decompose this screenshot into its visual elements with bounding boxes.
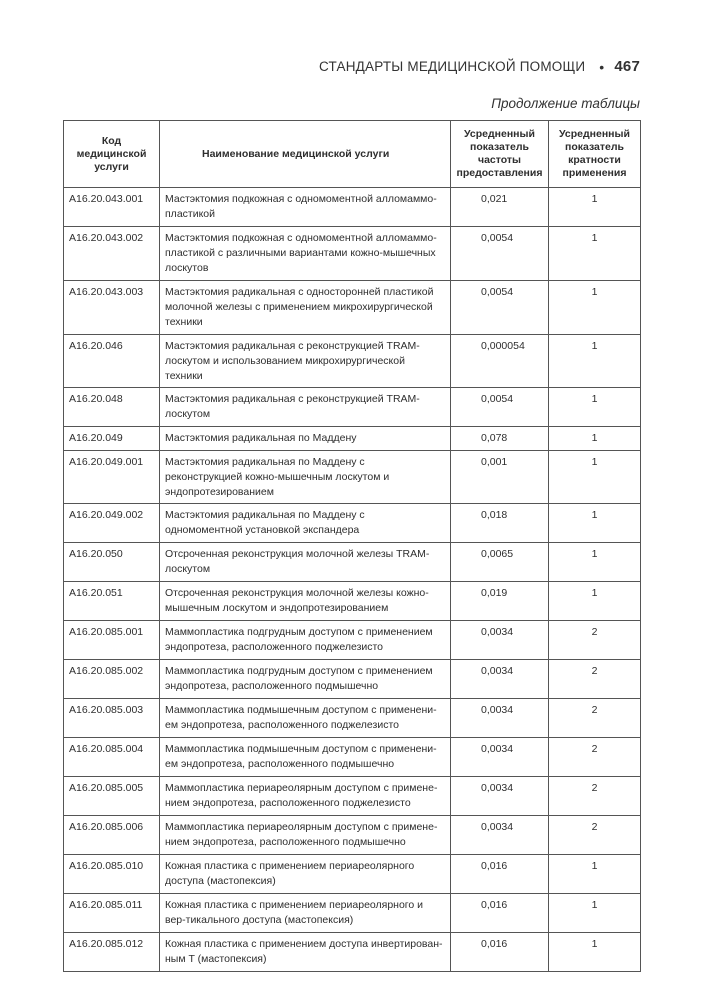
- multiplicity-cell: 1: [549, 582, 641, 621]
- table-row: [64, 582, 641, 621]
- service-name-cell: Отсроченная реконструкция молочной железы кожно-мышечным лоскутом и эндопротезированием: [160, 582, 451, 621]
- service-code-cell: A16.20.050: [64, 543, 160, 582]
- service-code-cell: A16.20.051: [64, 582, 160, 621]
- table-row: [64, 933, 641, 972]
- frequency-cell: 0,0034: [451, 816, 549, 855]
- frequency-cell: 0,001: [451, 451, 549, 504]
- frequency-cell: 0,019: [451, 582, 549, 621]
- frequency-cell: 0,0034: [451, 660, 549, 699]
- service-name-cell: Кожная пластика с применением доступа инвертирован-ным T (мастопексия): [160, 933, 451, 972]
- table-row: [64, 816, 641, 855]
- service-code-cell: A16.20.043.003: [64, 281, 160, 335]
- frequency-cell: 0,000054: [451, 335, 549, 388]
- service-name-cell: Мастэктомия радикальная по Маддену с одномоментной установкой экспандера: [160, 504, 451, 543]
- service-code-cell: A16.20.085.010: [64, 855, 160, 894]
- service-name-cell: Маммопластика подмышечным доступом с применени-ем эндопротеза, расположенного поджелезисто: [160, 699, 451, 738]
- table-row: [64, 621, 641, 660]
- table-header-row: [64, 121, 641, 188]
- table-row: [64, 427, 641, 451]
- service-code-cell: A16.20.049.001: [64, 451, 160, 504]
- frequency-cell: 0,0054: [451, 227, 549, 281]
- frequency-cell: 0,0034: [451, 777, 549, 816]
- service-code-cell: A16.20.085.006: [64, 816, 160, 855]
- service-name-cell: Маммопластика периареолярным доступом с примене-нием эндопротеза, расположенного поджелезисто: [160, 777, 451, 816]
- multiplicity-cell: 1: [549, 281, 641, 335]
- service-code-cell: A16.20.085.004: [64, 738, 160, 777]
- table-row: [64, 451, 641, 504]
- service-name-cell: Мастэктомия радикальная с реконструкцией TRAM-лоскутом и использованием микрохирургической техники: [160, 335, 451, 388]
- table-row: [64, 777, 641, 816]
- multiplicity-cell: 2: [549, 816, 641, 855]
- services-table: [63, 120, 641, 972]
- multiplicity-cell: 2: [549, 699, 641, 738]
- table-row: [64, 188, 641, 227]
- service-name-cell: Маммопластика подгрудным доступом с применением эндопротеза, расположенного подмышечно: [160, 660, 451, 699]
- service-name-cell: Маммопластика периареолярным доступом с примене-нием эндопротеза, расположенного подмышечно: [160, 816, 451, 855]
- service-code-cell: A16.20.049: [64, 427, 160, 451]
- multiplicity-cell: 1: [549, 894, 641, 933]
- multiplicity-cell: 1: [549, 227, 641, 281]
- table-row: [64, 388, 641, 427]
- service-code-cell: A16.20.085.012: [64, 933, 160, 972]
- multiplicity-cell: 1: [549, 388, 641, 427]
- service-name-cell: Кожная пластика с применением периареолярного доступа (мастопексия): [160, 855, 451, 894]
- multiplicity-cell: 2: [549, 777, 641, 816]
- running-title: СТАНДАРТЫ МЕДИЦИНСКОЙ ПОМОЩИ: [319, 59, 586, 74]
- running-header: [319, 58, 640, 75]
- service-code-cell: A16.20.085.011: [64, 894, 160, 933]
- frequency-cell: 0,016: [451, 894, 549, 933]
- service-name-cell: Маммопластика подмышечным доступом с применени-ем эндопротеза, расположенного подмышечно: [160, 738, 451, 777]
- table-row: [64, 335, 641, 388]
- multiplicity-cell: 1: [549, 427, 641, 451]
- service-name-cell: Мастэктомия подкожная с одномоментной алломаммо-пластикой: [160, 188, 451, 227]
- frequency-cell: 0,0065: [451, 543, 549, 582]
- service-code-cell: A16.20.046: [64, 335, 160, 388]
- page-number: 467: [614, 58, 640, 75]
- service-code-cell: A16.20.085.005: [64, 777, 160, 816]
- table-row: [64, 543, 641, 582]
- column-header-code: Код медицинской услуги: [64, 121, 160, 188]
- frequency-cell: 0,0034: [451, 621, 549, 660]
- service-name-cell: Мастэктомия радикальная по Маддену: [160, 427, 451, 451]
- bullet-separator: •: [599, 58, 605, 75]
- service-name-cell: Отсроченная реконструкция молочной железы TRAM-лоскутом: [160, 543, 451, 582]
- frequency-cell: 0,016: [451, 855, 549, 894]
- multiplicity-cell: 1: [549, 543, 641, 582]
- service-name-cell: Мастэктомия подкожная с одномоментной алломаммо-пластикой с различными вариантами кожно-мышечных лоскутов: [160, 227, 451, 281]
- table-row: [64, 738, 641, 777]
- column-header-multiplicity: Усредненный показатель кратности применения: [549, 121, 641, 188]
- service-code-cell: A16.20.043.002: [64, 227, 160, 281]
- frequency-cell: 0,0034: [451, 738, 549, 777]
- service-name-cell: Мастэктомия радикальная по Маддену с реконструкцией кожно-мышечным лоскутом и эндопротезированием: [160, 451, 451, 504]
- column-header-frequency: Усредненный показатель частоты предоставления: [451, 121, 549, 188]
- service-code-cell: A16.20.085.003: [64, 699, 160, 738]
- frequency-cell: 0,016: [451, 933, 549, 972]
- service-code-cell: A16.20.049.002: [64, 504, 160, 543]
- frequency-cell: 0,021: [451, 188, 549, 227]
- frequency-cell: 0,018: [451, 504, 549, 543]
- service-code-cell: A16.20.085.001: [64, 621, 160, 660]
- table-body: [64, 188, 641, 972]
- table-row: [64, 227, 641, 281]
- multiplicity-cell: 1: [549, 504, 641, 543]
- table-row: [64, 855, 641, 894]
- frequency-cell: 0,078: [451, 427, 549, 451]
- table-row: [64, 281, 641, 335]
- frequency-cell: 0,0054: [451, 281, 549, 335]
- multiplicity-cell: 1: [549, 188, 641, 227]
- multiplicity-cell: 1: [549, 933, 641, 972]
- multiplicity-cell: 2: [549, 621, 641, 660]
- service-code-cell: A16.20.048: [64, 388, 160, 427]
- service-name-cell: Маммопластика подгрудным доступом с применением эндопротеза, расположенного поджелезисто: [160, 621, 451, 660]
- service-code-cell: A16.20.043.001: [64, 188, 160, 227]
- table-row: [64, 894, 641, 933]
- service-name-cell: Мастэктомия радикальная с реконструкцией TRAM-лоскутом: [160, 388, 451, 427]
- column-header-name: Наименование медицинской услуги: [160, 121, 451, 188]
- frequency-cell: 0,0054: [451, 388, 549, 427]
- multiplicity-cell: 1: [549, 335, 641, 388]
- service-name-cell: Мастэктомия радикальная с односторонней пластикой молочной железы с применением микрохирургической техники: [160, 281, 451, 335]
- service-code-cell: A16.20.085.002: [64, 660, 160, 699]
- table-row: [64, 699, 641, 738]
- multiplicity-cell: 1: [549, 855, 641, 894]
- table-row: [64, 660, 641, 699]
- service-name-cell: Кожная пластика с применением периареолярного и вер-тикального доступа (мастопексия): [160, 894, 451, 933]
- multiplicity-cell: 2: [549, 660, 641, 699]
- continuation-label: Продолжение таблицы: [491, 96, 640, 111]
- table-row: [64, 504, 641, 543]
- frequency-cell: 0,0034: [451, 699, 549, 738]
- multiplicity-cell: 2: [549, 738, 641, 777]
- multiplicity-cell: 1: [549, 451, 641, 504]
